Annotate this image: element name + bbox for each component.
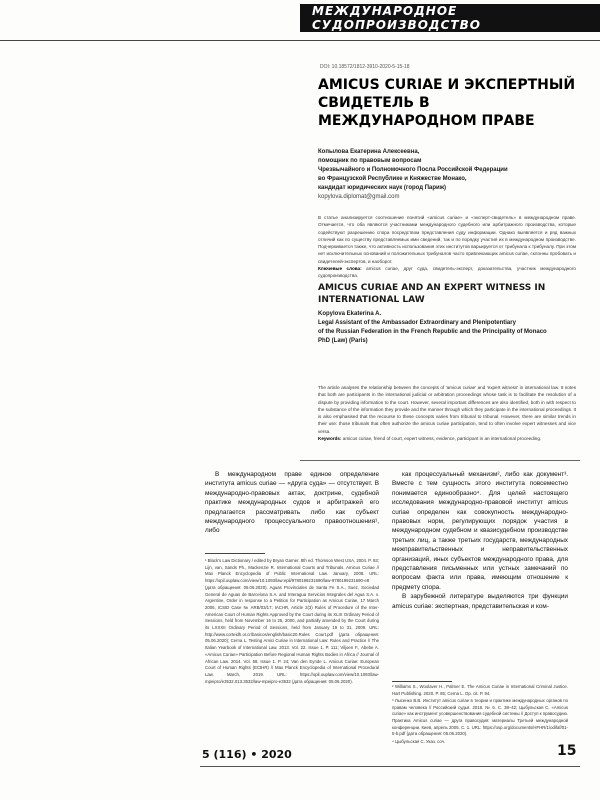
author-en-line-2: of the Russian Federation in the French Republic and the Principality of Monaco	[318, 329, 547, 335]
footnote-divider	[392, 681, 452, 682]
author-position-line-4: кандидат юридических наук (город Париж)	[318, 185, 446, 191]
footnote: ³ Лысенко В.В. Институт amicus curiae в теории и практике международных органов по правам человека // Российский судья. 2018. № 6. С. 38–42; Цыбульская С. «Amicus curiae» как инструмент усовершенствования судебной системы // Доступ к правосудию. Практика Amicus curiae — друга правосудия: материалы Третьей международной конференции. Киев, апрель 2005. С. 1. URL: https://osp.org/documents/HFHR/1/odifaf/01-5-b.pdf (дата обращения: 05.06.2020).	[392, 698, 568, 737]
footnotes-left	[205, 558, 379, 686]
issue-number: 5 (116) • 2020	[202, 748, 292, 761]
keywords-ru-label: Ключевые слова:	[318, 266, 362, 272]
footnote-divider	[205, 553, 265, 554]
author-position-line-2: Чрезвычайного и Полномочного Посла Российской Федерации	[318, 167, 508, 173]
author-position-line-1: помощник по правовым вопросам	[318, 158, 422, 164]
footer-divider	[200, 766, 580, 767]
abstract-divider	[300, 460, 580, 461]
header-divider	[0, 40, 600, 41]
body-column-right	[392, 470, 568, 611]
abstract-ru	[318, 214, 576, 280]
author-name-ru: Копылова Екатерина Алексеевна,	[318, 149, 420, 155]
body-paragraph: В зарубежной литературе выделяются три функции amicus curiae: экспертная, представительская и ком-	[392, 593, 568, 610]
footnote: ¹ Black's Law Dictionary / edited by Bryan Garner. 8th ed. Thomson West USA, 2004. P. 93; Lijn, van, Sands Ph., Mackenzie R. International Courts and Tribunals. Amicus Curiae // Max Planck Encyclopedia of Public International Law. January, 2008. URL: https://opil.ouplaw.com/view/10.1093/law:epil/9780199231690/law-9780199231690-e8 (дата обращения: 05.06.2020). Aguas Provinciales de Santa Fe S.A., Suez, Sociedad General de Aguas de Barcelona S.A. and Interagua Servicios Integrales del Agua S.A. v. Argentine, Order in response to a Petition for Participation as Amicus Curiae, 17 March 2006, ICSID Case № ARB/03/17; IACHR, Article 2(3) Rules of Procedure of the Inter-American Court of Human Rights Approved by the Court during its XLIX Ordinary Period of Sessions, held from November 16 to 25, 2000, and partially amended by the Court during its LXXXII Ordinary Period of Sessions, held from January 19 to 31, 2009. URL: http://www.corteidh.or.cr/basicos/english/basic20.Rules Court.pdf (дата обращения: 05.06.2020); Cerna L. Testing Amici Curiae in International Law: Rules and Practice // The Italian Yearbook of International Law. 2013. Vol. 22. Issue 1. P. 111; Viljoen F., Abebe A. «Amicus Curiae» Participation Before Regional Human Rights Bodies in Africa // Journal of African Law. 2014. Vol. 58. Issue 1. P. 24; Van den Eynde L. Amicus Curiae: European Court of Human Rights (ECtHR) // Max Planck Encyclopedia of International Procedural Law. March, 2019. URL: https://opil.ouplaw.com/view/10.1093/law-mpeipro/e3532.013.3532/law-mpeipro-e3532 (дата обращения: 05.06.2020).	[205, 558, 379, 684]
keywords-en: amicus curiae, friend of court, expert witness, evidence, participant in an international proceeding.	[342, 436, 542, 442]
footnotes-right	[392, 684, 568, 746]
section-header	[300, 4, 600, 32]
keywords-ru: amicus curiae, друг суда, свидетель-эксперт, доказательства, участник международного судопроизводства.	[318, 266, 576, 279]
abstract-ru-text: В статье анализируется соотношение понятий «amicus curiae» и «эксперт-свидетель» в международном праве. Отмечается, что оба являются участниками международного судебного или арбитражного производства, которые содействуют разрешению спора посредством представления суду информации. Однако выявляется и ряд важных отличий как по существу представляемых ими сведений, так и по порядку участия их в международном производстве. Подчеркивается также, что активность использования этих институтов варьируется от трибунала к трибуналу. При этом нет исключительных оснований и положительных трибуналов часто привлекающих amicus curiae, склонны пробовать и свидетелей-экспертов, и наоборот.	[318, 215, 576, 264]
author-name-en: Kopylova Ekaterina A.	[318, 311, 382, 317]
footnote: ² Williams S., Woolaver H., Palmer E. The Amicus Curiae in International Criminal Justice. Hart Publishing. 2020. P. 85; Cerna L. Op. cit. P. 94.	[392, 684, 568, 696]
section-title: МЕЖДУНАРОДНОЕ СУДОПРОИЗВОДСТВО	[312, 4, 481, 32]
article-title-en: AMICUS CURIAE AND AN EXPERT WITNESS IN INTERNATIONAL LAW	[318, 283, 546, 305]
author-block-en	[318, 310, 578, 346]
author-en-line-1: Legal Assistant of the Ambassador Extraordinary and Plenipotentiary	[318, 320, 516, 326]
abstract-en-text: The article analyses the relationship between the concepts of 'amicus curiae' and 'expert witness' in international law. It notes that both are participants in the international judicial or arbitration proceedings whose task is to facilitate the resolution of a dispute by providing information to the court. However, several important differences are also identified, both in with respect to the substance of the information they provide and the manner through which they participate in the international proceedings. It is also emphasised that the recourse to these concepts varies from tribunal to tribunal. However, there are similar trends in their use: those tribunals that often authorize the amicus curiae participation, tend to often involve expert witnesses and vice versa.	[318, 385, 576, 434]
footnote: ⁴ Цыбульская С. Указ. соч.	[392, 738, 446, 744]
author-block-ru	[318, 148, 568, 202]
body-paragraph: В международном праве единое определение института amicus curiae — «друга суда» — отсутствует. В международно-правовых актах, доктрине, судебной практике международных судов и арбитражей его предлагается рассматривать либо как субъект международного процессуального правоотношения¹, либо	[205, 471, 379, 535]
doi-line: DOI: 10.18572/1812-3910-2020-5-15-18	[320, 64, 410, 70]
page-number: 15	[557, 743, 577, 759]
author-en-line-3: PhD (Law) (Paris)	[318, 338, 368, 344]
body-paragraph: как процессуальный механизм², либо как документ³. Вместе с тем сущность этого института повсеместно понимается единообразно⁴. Для целей настоящего исследования международно-правовой институт amicus curiae определен как совокупность международно-правовых норм, регулирующих порядок участия в международном судебном и квазисудебном производстве третьих лиц, а также третьих государств, международных межправительственных и неправительственных организаций, иных субъектов международного права, для представления письменных или устных замечаний по вопросам факта или права, имеющим отношение к предмету спора.	[392, 471, 568, 591]
keywords-en-label: Keywords:	[318, 436, 342, 442]
body-column-left	[205, 470, 379, 536]
author-position-line-3: во Французской Республике и Княжестве Монако,	[318, 176, 467, 182]
abstract-en	[318, 384, 576, 442]
author-email[interactable]: kopylova.diplomat@gmail.com	[318, 194, 400, 200]
article-title-ru: AMICUS CURIAE И ЭКСПЕРТНЫЙ СВИДЕТЕЛЬ В МЕЖДУНАРОДНОМ ПРАВЕ	[318, 77, 576, 129]
